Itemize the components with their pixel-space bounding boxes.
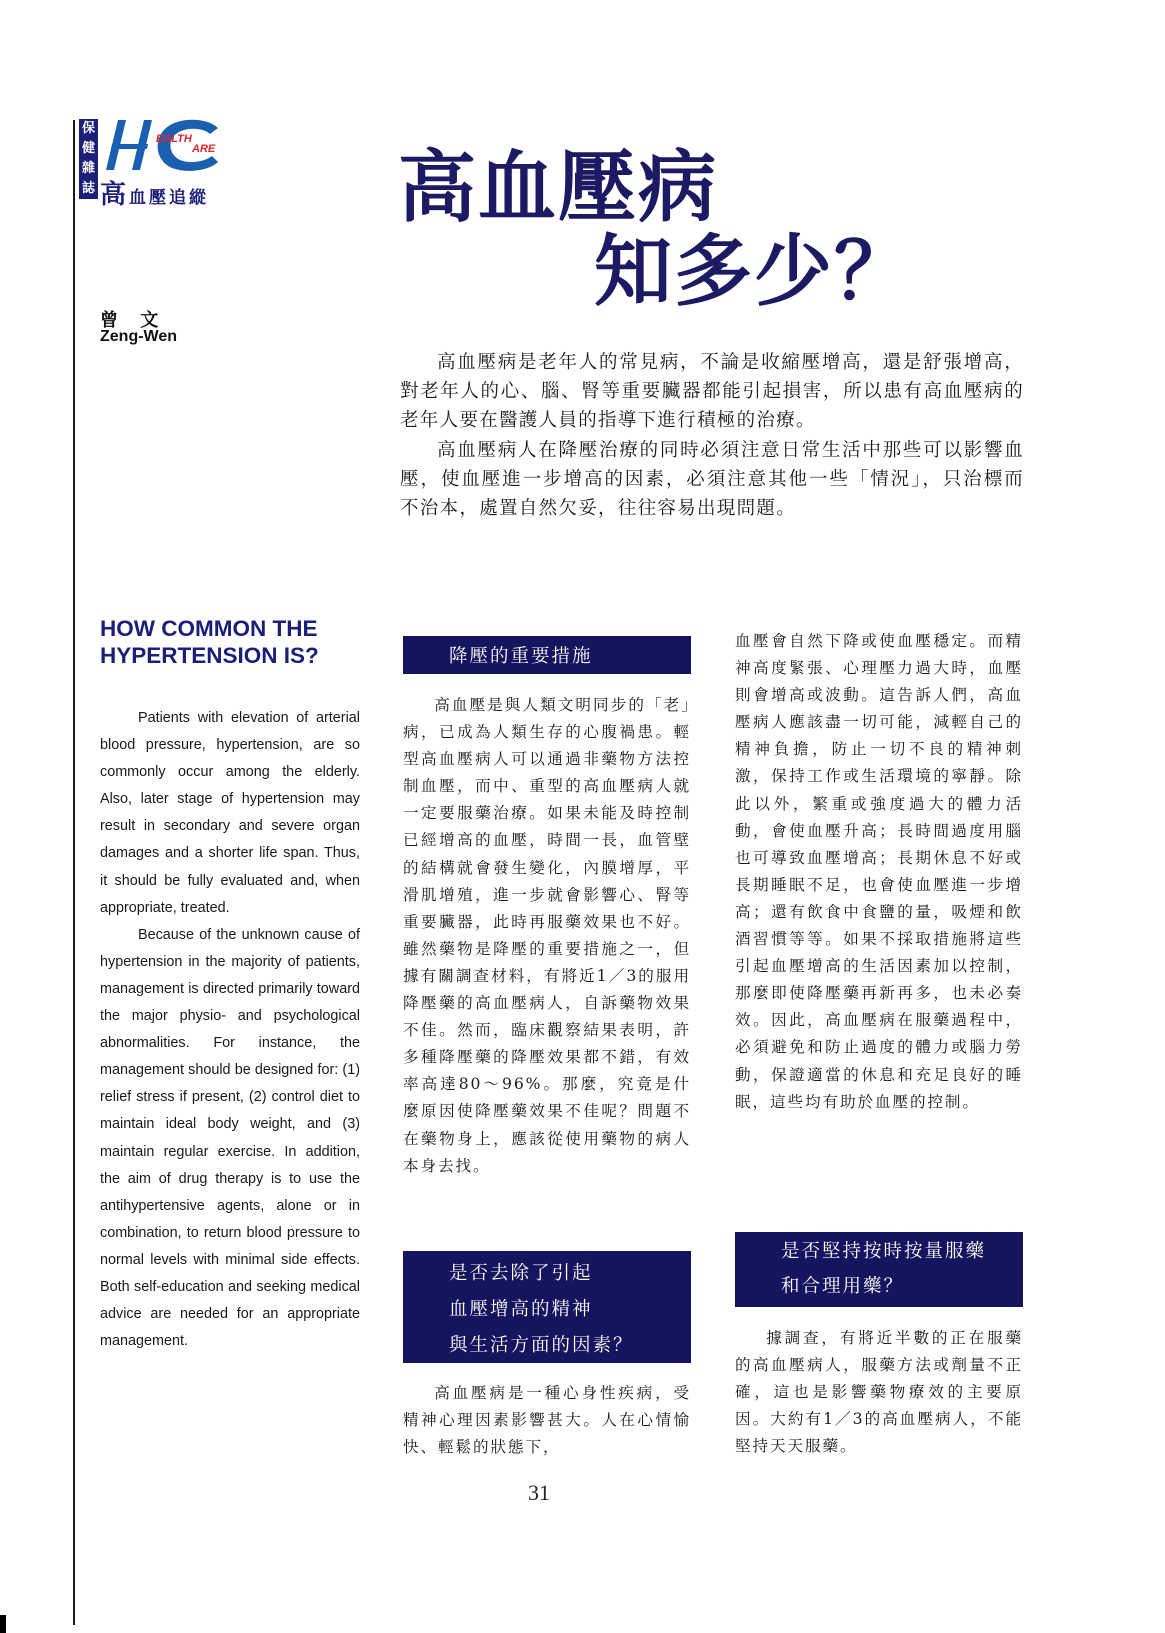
section-body: [403, 1380, 691, 1461]
section-heading-line: 與生活方面的因素？: [449, 1335, 634, 1356]
section-heading: 降壓的重要措施: [449, 646, 593, 667]
section-body-continued: [735, 628, 1023, 1116]
margin-rule: [73, 120, 75, 1625]
article-title-line1: 高血壓病: [398, 142, 719, 233]
column-name-first: 高: [100, 180, 127, 210]
section-heading-box: [403, 1251, 691, 1363]
english-body: [100, 705, 360, 1355]
section-paragraph: 高血壓病是一種心身性疾病，受精神心理因素影響甚大。人在心情愉快、輕鬆的狀態下，: [403, 1384, 691, 1457]
english-paragraph: Patients with elevation of arterial blood pressure, hypertension, are so commonly occur among the elderly. Also, later stage of hypertension may result in secondary and severe organ damages and a shorter life span. Thus, it should be fully evaluated and, when appropriate, treated.: [100, 710, 360, 916]
column-name: [100, 174, 209, 211]
logo-h-bar: [111, 144, 148, 149]
section-paragraph: 血壓會自然下降或使血壓穩定。而精神高度緊張、心理壓力過大時，血壓則會增高或波動。這告訴人們，高血壓病人應該盡一切可能，減輕自己的精神負擔，防止一切不良的精神刺激，保持工作或生活環境的寧靜。除此以外，繁重或強度過大的體力活動，會使血壓升高；長時間過度用腦也可導致血壓增高；長期休息不好或長期睡眠不足，也會使血壓進一步增高；還有飲食中食鹽的量，吸煙和飲酒習慣等等。如果不採取措施將這些引起血壓增高的生活因素加以控制，那麼即使降壓藥再新再多，也未必奏效。因此，高血壓病在服藥過程中，必須避免和防止過度的體力或腦力勞動，保證適當的休息和充足良好的睡眠，這些均有助於血壓的控制。: [735, 632, 1023, 1111]
article-title-line2: 知多少？: [594, 226, 915, 317]
crop-mark: [0, 1615, 6, 1633]
intro-text: [400, 348, 1024, 523]
intro-paragraph: 高血壓病人在降壓治療的同時必須注意日常生活中那些可以影響血壓，使血壓進一步增高的因素，必須注意其他一些「情況」，只治標而不治本，處置自然欠妥，往往容易出現問題。: [400, 439, 1024, 520]
side-char: 健: [81, 141, 95, 156]
section-heading-line: 是否堅持按時按量服藥: [781, 1241, 987, 1262]
section-body: [735, 1325, 1023, 1460]
section-body: [403, 692, 691, 1180]
section-paragraph: 據調查，有將近半數的正在服藥的高血壓病人，服藥方法或劑量不正確，這也是影響藥物療效的主要原因。大約有1／3的高血壓病人，不能堅持天天服藥。: [735, 1329, 1023, 1456]
author-name-en: Zeng-Wen: [100, 328, 178, 345]
section-heading-line: 和合理用藥？: [781, 1276, 905, 1297]
logo-word-ealth: EALTH: [156, 133, 192, 145]
section-heading-box: [735, 1232, 1023, 1307]
english-paragraph: Because of the unknown cause of hypertension in the majority of patients, management is directed primarily toward the major physio- and psychological abnormalities. For instance, the management should be designed for: (1) relief stress if present, (2) control diet to maintain ideal body weight, and (3) maintain regular exercise. In addition, the aim of drug therapy is to use the antihypertensive agents, alone or in combination, to return blood pressure to normal levels with minimal side effects. Both self-education and seeking medical advice are needed for an appropriate management.: [100, 926, 360, 1350]
logo-word-are: ARE: [192, 143, 216, 155]
section-heading-box: [403, 636, 691, 674]
magazine-side-label: [79, 119, 98, 199]
healthcare-logo: [100, 116, 240, 174]
intro-paragraph: 高血壓病是老年人的常見病，不論是收縮壓增高，還是舒張增高，對老年人的心、腦、腎等重要臟器都能引起損害，所以患有高血壓病的老年人要在醫護人員的指導下進行積極的治療。: [400, 352, 1024, 432]
section-heading-line: 血壓增高的精神: [449, 1299, 593, 1320]
english-heading: HOW COMMON THE HYPERTENSION IS?: [100, 616, 319, 668]
side-char: 雜: [81, 161, 95, 176]
section-heading-line: 是否去除了引起: [449, 1263, 593, 1284]
section-paragraph: 高血壓是與人類文明同步的「老」病，已成為人類生存的心腹禍患。輕型高血壓病人可以通過非藥物方法控制血壓，而中、重型的高血壓病人就一定要服藥治療。如果未能及時控制已經增高的血壓，時間一長，血管壁的結構就會發生變化，內膜增厚，平滑肌增殖，進一步就會影響心、腎等重要臟器，此時再服藥效果也不好。雖然藥物是降壓的重要措施之一，但據有關調查材料，有將近1／3的服用降壓藥的高血壓病人，自訴藥物效果不佳。然而，臨床觀察結果表明，許多種降壓藥的降壓效果都不錯，有效率高達80～96%。那麼，究竟是什麼原因使降壓藥效果不佳呢？問題不在藥物身上，應該從使用藥物的病人本身去找。: [403, 696, 691, 1175]
author-name-cn: 曾 文: [100, 310, 167, 331]
side-char: 保: [81, 121, 95, 136]
page-number: 31: [528, 1480, 550, 1505]
side-char: 誌: [81, 181, 95, 196]
column-name-rest: 血壓追縱: [129, 188, 210, 208]
